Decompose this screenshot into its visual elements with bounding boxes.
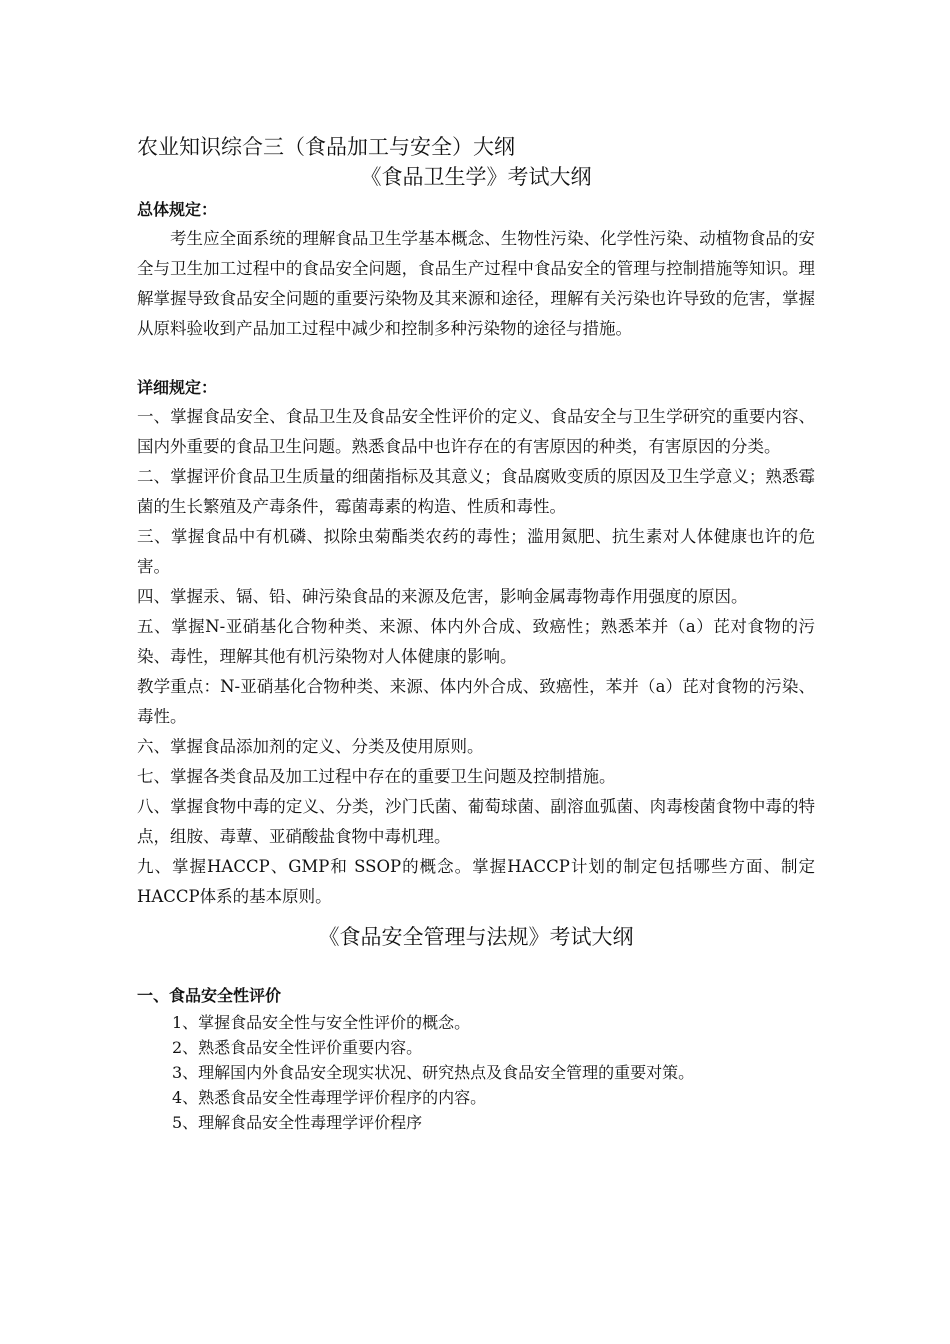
detail-item: 八、掌握食物中毒的定义、分类，沙门氏菌、葡萄球菌、副溶血弧菌、肉毒梭菌食物中毒的特点，组胺、毒蕈、亚硝酸盐食物中毒机理。 xyxy=(137,797,815,846)
section-item: 1、掌握食品安全性与安全性评价的概念。 xyxy=(172,1013,471,1032)
spacer xyxy=(137,952,815,982)
document-title: 农业知识综合三（食品加工与安全）大纲 xyxy=(137,135,515,159)
detail-item: 一、掌握食品安全、食品卫生及食品安全性评价的定义、食品安全与卫生学研究的重要内容、国内外重要的食品卫生问题。熟悉食品中也许存在的有害原因的种类，有害原因的分类。 xyxy=(137,407,815,456)
section-heading-safety-evaluation: 一、食品安全性评价 xyxy=(137,986,282,1005)
detail-item: 七、掌握各类食品及加工过程中存在的重要卫生问题及控制措施。 xyxy=(137,767,616,786)
exam-outline-title-food-hygiene: 《食品卫生学》考试大纲 xyxy=(360,165,592,189)
section-item: 3、理解国内外食品安全现实状况、研究热点及食品安全管理的重要对策。 xyxy=(172,1063,695,1082)
exam-outline-title-food-safety-law: 《食品安全管理与法规》考试大纲 xyxy=(318,925,634,949)
document-body xyxy=(137,132,815,1135)
teaching-focus: 教学重点：N-亚硝基化合物种类、来源、体内外合成、致癌性，苯并（a）芘对食物的污染、毒性。 xyxy=(137,677,815,726)
section-item: 5、理解食品安全性毒理学评价程序 xyxy=(172,1113,423,1132)
detail-item: 四、掌握汞、镉、铅、砷污染食品的来源及危害，影响金属毒物毒作用强度的原因。 xyxy=(137,587,748,606)
detail-item: 三、掌握食品中有机磷、拟除虫菊酯类农药的毒性；滥用氮肥、抗生素对人体健康也许的危害。 xyxy=(137,527,815,576)
general-rules-text: 考生应全面系统的理解食品卫生学基本概念、生物性污染、化学性污染、动植物食品的安全与卫生加工过程中的食品安全问题，食品生产过程中食品安全的管理与控制措施等知识。理解掌握导致食品安全问题的重要污染物及其来源和途径，理解有关污染也许导致的危害，掌握从原料验收到产品加工过程中减少和控制多种污染物的途径与措施。 xyxy=(137,229,815,338)
section-item: 2、熟悉食品安全性评价重要内容。 xyxy=(172,1038,423,1057)
detail-item: 六、掌握食品添加剂的定义、分类及使用原则。 xyxy=(137,737,484,756)
general-rules-heading: 总体规定： xyxy=(137,200,218,219)
spacer xyxy=(137,344,815,374)
detailed-rules-heading: 详细规定： xyxy=(137,378,218,397)
detail-item: 九、掌握HACCP、GMP和 SSOP的概念。掌握HACCP计划的制定包括哪些方面、制定HACCP体系的基本原则。 xyxy=(137,857,815,906)
detail-item: 五、掌握N-亚硝基化合物种类、来源、体内外合成、致癌性；熟悉苯并（a）芘对食物的污染、毒性，理解其他有机污染物对人体健康的影响。 xyxy=(137,617,815,666)
section-item: 4、熟悉食品安全性毒理学评价程序的内容。 xyxy=(172,1088,487,1107)
detail-item: 二、掌握评价食品卫生质量的细菌指标及其意义；食品腐败变质的原因及卫生学意义；熟悉霉菌的生长繁殖及产毒条件，霉菌毒素的构造、性质和毒性。 xyxy=(137,467,815,516)
